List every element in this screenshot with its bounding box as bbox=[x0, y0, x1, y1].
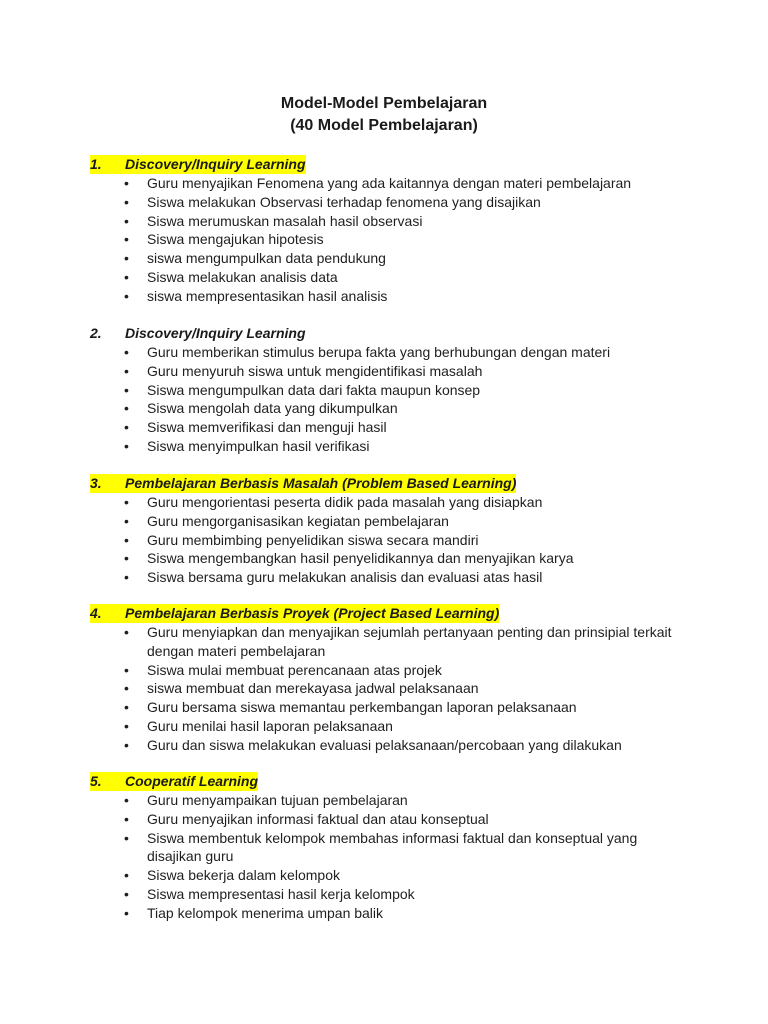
list-item bbox=[0, 885, 687, 904]
bullet-icon: • bbox=[124, 867, 129, 884]
list-item-text: Siswa memverifikasi dan menguji hasil bbox=[147, 419, 387, 436]
list-item bbox=[0, 531, 687, 550]
list-item-text: Siswa mempresentasi hasil kerja kelompok bbox=[147, 885, 415, 902]
list-item-text: Siswa mengolah data yang dikumpulkan bbox=[147, 400, 398, 417]
list-item-text: siswa membuat dan merekayasa jadwal pelaksanaan bbox=[147, 680, 479, 697]
bullet-icon: • bbox=[124, 736, 129, 753]
bullet-icon: • bbox=[124, 810, 129, 827]
section-heading bbox=[0, 474, 768, 493]
bullet-icon: • bbox=[124, 193, 129, 210]
list-item-text: Guru mengorganisasikan kegiatan pembelajaran bbox=[147, 512, 449, 529]
bullet-list bbox=[0, 174, 768, 306]
list-item-text: Siswa bekerja dalam kelompok bbox=[147, 867, 340, 884]
bullet-list bbox=[0, 343, 768, 456]
bullet-icon: • bbox=[124, 362, 129, 379]
document-subtitle: (40 Model Pembelajaran) bbox=[290, 117, 478, 134]
section-4 bbox=[0, 604, 768, 755]
section-3 bbox=[0, 474, 768, 587]
section-title: Cooperatif Learning bbox=[125, 773, 259, 789]
list-item-text: Siswa mulai membuat perencanaan atas projek bbox=[147, 661, 442, 678]
section-number: 3. bbox=[90, 474, 125, 493]
list-item-text: Guru menyiapkan dan menyajikan sejumlah pertanyaan penting dan prinsipial terkait dengan materi pembelajaran bbox=[147, 624, 672, 659]
list-item-text: Siswa merumuskan masalah hasil observasi bbox=[147, 212, 423, 229]
list-item bbox=[0, 549, 687, 568]
list-item-text: Siswa bersama guru melakukan analisis dan evaluasi atas hasil bbox=[147, 569, 543, 586]
bullet-icon: • bbox=[124, 699, 129, 716]
bullet-icon: • bbox=[124, 550, 129, 567]
list-item bbox=[0, 343, 687, 362]
list-item-text: Siswa mengajukan hipotesis bbox=[147, 231, 324, 248]
bullet-icon: • bbox=[124, 792, 129, 808]
list-item-text: Guru menyampaikan tujuan pembelajaran bbox=[147, 792, 408, 808]
section-heading bbox=[0, 772, 768, 791]
bullet-icon: • bbox=[124, 904, 129, 921]
list-item-text: Siswa melakukan Observasi terhadap fenomena yang disajikan bbox=[147, 193, 541, 210]
list-item bbox=[0, 904, 687, 923]
list-item bbox=[0, 493, 687, 512]
bullet-icon: • bbox=[124, 381, 129, 398]
bullet-icon: • bbox=[124, 437, 129, 454]
list-item-text: siswa mengumpulkan data pendukung bbox=[147, 250, 386, 267]
list-item bbox=[0, 568, 687, 587]
bullet-icon: • bbox=[124, 250, 129, 267]
list-item bbox=[0, 717, 687, 736]
list-item bbox=[0, 268, 687, 287]
list-item bbox=[0, 866, 687, 885]
list-item bbox=[0, 249, 687, 268]
list-item-text: siswa mempresentasikan hasil analisis bbox=[147, 287, 388, 304]
list-item-text: Guru dan siswa melakukan evaluasi pelaksanaan/percobaan yang dilakukan bbox=[147, 736, 622, 753]
list-item-text: Guru membimbing penyelidikan siswa secara mandiri bbox=[147, 531, 479, 548]
list-item-text: Guru menyajikan informasi faktual dan atau konseptual bbox=[147, 810, 489, 827]
section-number: 4. bbox=[90, 604, 125, 623]
list-item-text: Guru menilai hasil laporan pelaksanaan bbox=[147, 717, 393, 734]
list-item bbox=[0, 174, 687, 193]
bullet-icon: • bbox=[124, 624, 129, 640]
list-item-text: Guru menyajikan Fenomena yang ada kaitannya dengan materi pembelajaran bbox=[147, 175, 632, 191]
section-number: 1. bbox=[90, 155, 125, 174]
bullet-icon: • bbox=[124, 569, 129, 586]
section-number: 2. bbox=[90, 325, 102, 341]
list-item bbox=[0, 193, 687, 212]
section-heading bbox=[0, 324, 768, 343]
section-title: Discovery/Inquiry Learning bbox=[125, 156, 306, 172]
bullet-icon: • bbox=[124, 400, 129, 417]
list-item bbox=[0, 791, 687, 810]
bullet-list bbox=[0, 493, 768, 587]
bullet-list bbox=[0, 623, 768, 755]
bullet-icon: • bbox=[124, 717, 129, 734]
list-item bbox=[0, 362, 687, 381]
bullet-icon: • bbox=[124, 175, 129, 191]
list-item-text: Guru menyuruh siswa untuk mengidentifikasi masalah bbox=[147, 362, 483, 379]
section-title: Discovery/Inquiry Learning bbox=[125, 325, 306, 341]
section-heading bbox=[0, 155, 768, 174]
list-item bbox=[0, 661, 687, 680]
bullet-icon: • bbox=[124, 344, 129, 360]
bullet-icon: • bbox=[124, 512, 129, 529]
bullet-icon: • bbox=[124, 419, 129, 436]
document-title: Model-Model Pembelajaran bbox=[280, 95, 488, 112]
bullet-icon: • bbox=[124, 531, 129, 548]
bullet-icon: • bbox=[124, 680, 129, 697]
list-item-text: Guru bersama siswa memantau perkembangan laporan pelaksanaan bbox=[147, 699, 577, 716]
list-item bbox=[0, 230, 687, 249]
list-item-text: Guru mengorientasi peserta didik pada masalah yang disiapkan bbox=[147, 494, 543, 510]
list-item bbox=[0, 679, 687, 698]
bullet-icon: • bbox=[124, 661, 129, 678]
list-item bbox=[0, 810, 687, 829]
list-item-text: Siswa mengumpulkan data dari fakta maupun konsep bbox=[147, 381, 481, 398]
list-item bbox=[0, 698, 687, 717]
list-item bbox=[0, 512, 687, 531]
bullet-list bbox=[0, 791, 768, 923]
list-item bbox=[0, 437, 687, 456]
list-item-text: Siswa mengembangkan hasil penyelidikannya dan menyajikan karya bbox=[147, 550, 574, 567]
list-item bbox=[0, 736, 687, 755]
list-item bbox=[0, 418, 687, 437]
list-item bbox=[0, 399, 687, 418]
section-1 bbox=[0, 155, 768, 306]
list-item-text: Tiap kelompok menerima umpan balik bbox=[147, 904, 384, 921]
list-item bbox=[0, 623, 687, 661]
section-number: 5. bbox=[90, 772, 125, 791]
bullet-icon: • bbox=[124, 885, 129, 902]
bullet-icon: • bbox=[124, 212, 129, 229]
list-item bbox=[0, 829, 687, 867]
bullet-icon: • bbox=[124, 829, 129, 846]
section-title: Pembelajaran Berbasis Masalah (Problem Based Learning) bbox=[125, 475, 517, 491]
section-2 bbox=[0, 324, 768, 456]
bullet-icon: • bbox=[124, 231, 129, 248]
list-item-text: Siswa melakukan analisis data bbox=[147, 268, 338, 285]
list-item bbox=[0, 381, 687, 400]
list-item bbox=[0, 287, 687, 306]
section-heading bbox=[0, 604, 768, 623]
list-item bbox=[0, 212, 687, 231]
bullet-icon: • bbox=[124, 494, 129, 510]
list-item-text: Siswa membentuk kelompok membahas informasi faktual dan konseptual yang disajikan guru bbox=[147, 829, 638, 865]
section-5 bbox=[0, 772, 768, 923]
bullet-icon: • bbox=[124, 287, 129, 304]
section-title: Pembelajaran Berbasis Proyek (Project Based Learning) bbox=[125, 605, 500, 621]
list-item-text: Siswa menyimpulkan hasil verifikasi bbox=[147, 437, 370, 454]
bullet-icon: • bbox=[124, 268, 129, 285]
list-item-text: Guru memberikan stimulus berupa fakta yang berhubungan dengan materi bbox=[147, 344, 611, 360]
